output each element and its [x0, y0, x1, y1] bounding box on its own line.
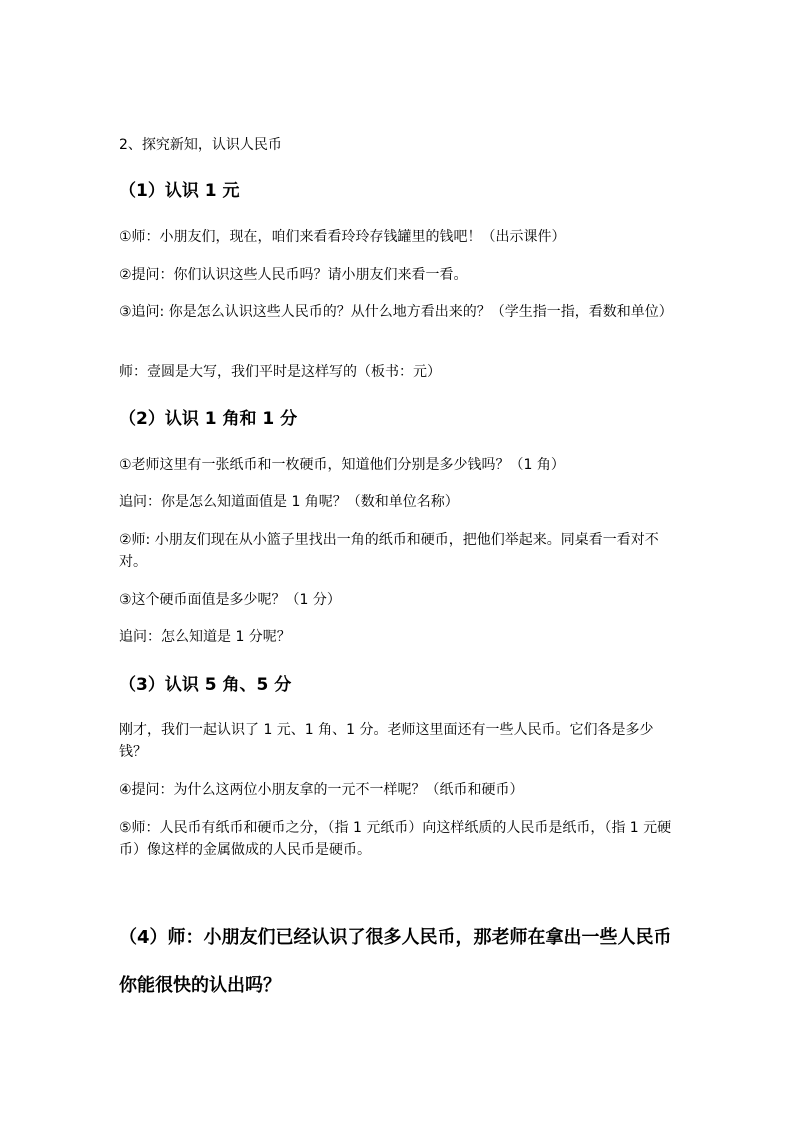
paragraph: ③这个硬币面值是多少呢？（1 分）: [119, 592, 341, 608]
section-title: 2、探究新知，认识人民币: [119, 137, 282, 153]
paragraph: 刚才，我们一起认识了 1 元、1 角、1 分。老师这里面还有一些人民币。它们各是多少钱？: [119, 722, 654, 760]
paragraph: ②师: 小朋友们现在从小篮子里找出一角的纸币和硬币，把他们举起来。同桌看一看对不对。: [119, 532, 659, 570]
paragraph: ④提问：为什么这两位小朋友拿的一元不一样呢？（纸币和硬币）: [119, 782, 524, 798]
part3-heading: （3）认识 5 角、5 分: [119, 675, 292, 695]
paragraph: ⑤师：人民币有纸币和硬币之分，（指 1 元纸币）向这样纸质的人民币是纸币，（指 1 元硬币）像这样的金属做成的人民币是硬币。: [119, 820, 672, 858]
paragraph: ③追问: 你是怎么认识这些人民币的？从什么地方看出来的？（学生指一指，看数和单位）: [119, 304, 673, 320]
paragraph: ②提问：你们认识这些人民币吗？请小朋友们来看一看。: [119, 267, 468, 283]
paragraph: ①老师这里有一张纸币和一枚硬币，知道他们分别是多少钱吗？（1 角）: [119, 457, 565, 473]
part4-heading: （4）师：小朋友们已经认识了很多人民币，那老师在拿出一些人民币你能很快的认出吗？: [119, 927, 672, 996]
paragraph: 追问：怎么知道是 1 分呢？: [119, 629, 291, 645]
part1-heading: （1）认识 1 元: [119, 181, 240, 201]
paragraph: 师：壹圆是大写，我们平时是这样写的（板书：元）: [119, 364, 441, 380]
paragraph: 追问：你是怎么知道面值是 1 角呢？（数和单位名称）: [119, 494, 459, 510]
part2-heading: （2）认识 1 角和 1 分: [119, 409, 298, 429]
paragraph: ①师：小朋友们，现在，咱们来看看玲玲存钱罐里的钱吧！（出示课件）: [119, 229, 566, 245]
